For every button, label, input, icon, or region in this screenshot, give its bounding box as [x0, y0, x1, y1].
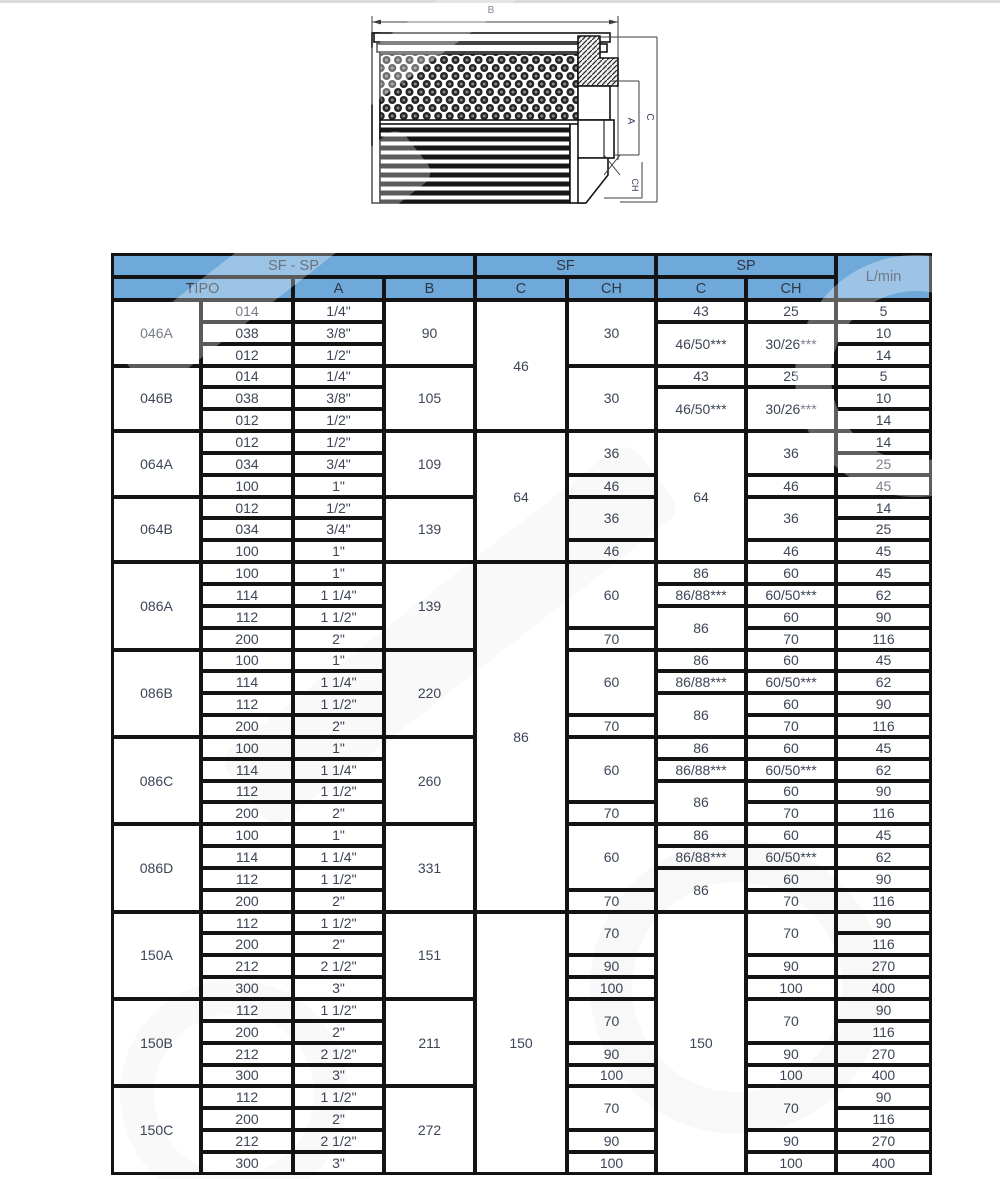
table-cell: 45 [836, 562, 931, 584]
table-cell: 90 [567, 955, 656, 977]
table-cell: 1" [293, 540, 384, 562]
table-cell: 90 [836, 1086, 931, 1108]
table-cell: 70 [567, 802, 656, 824]
table-cell: 112 [201, 606, 293, 628]
table-cell: 3/8" [293, 322, 384, 344]
table-cell: 038 [201, 387, 293, 409]
table-cell: 1 1/2" [293, 781, 384, 803]
table-cell: 212 [201, 1130, 293, 1152]
table-cell: 300 [201, 1152, 293, 1174]
table-cell: 212 [201, 1043, 293, 1065]
table-cell: 2 1/2" [293, 1130, 384, 1152]
table-cell: 2" [293, 628, 384, 650]
header-cell: TIPO [112, 277, 293, 300]
table-cell: 45 [836, 824, 931, 846]
table-row [112, 431, 931, 453]
table-cell: 100 [201, 562, 293, 584]
dim-label-c: C [644, 113, 655, 121]
table-cell: 90 [836, 606, 931, 628]
table-cell: 086B [112, 650, 201, 737]
table-row [112, 562, 931, 584]
table-cell: 86 [656, 737, 746, 759]
table-cell: 139 [384, 562, 475, 649]
table-cell: 114 [201, 671, 293, 693]
table-cell: 70 [746, 715, 836, 737]
header-cell: L/min [836, 254, 931, 300]
table-cell: 100 [201, 650, 293, 672]
table-cell: 86 [656, 781, 746, 825]
table-cell: 90 [746, 955, 836, 977]
table-cell: 116 [836, 1108, 931, 1130]
table-cell: 90 [836, 781, 931, 803]
table-cell: 64 [656, 431, 746, 562]
table-cell: 300 [201, 1065, 293, 1087]
table-row [112, 912, 931, 934]
table-cell: 1 1/2" [293, 868, 384, 890]
table-cell: 1 1/2" [293, 693, 384, 715]
table-cell: 109 [384, 431, 475, 497]
table-cell: 112 [201, 999, 293, 1021]
header-cell: CH [567, 277, 656, 300]
table-cell: 116 [836, 802, 931, 824]
table-cell: 1 1/4" [293, 671, 384, 693]
table-cell: 43 [656, 366, 746, 388]
table-cell: 100 [201, 737, 293, 759]
table-cell: 200 [201, 802, 293, 824]
table-cell: 012 [201, 409, 293, 431]
table-cell: 1/2" [293, 409, 384, 431]
table-cell: 86 [656, 868, 746, 912]
table-cell: 2 1/2" [293, 955, 384, 977]
table-cell: 151 [384, 912, 475, 999]
table-cell: 105 [384, 366, 475, 432]
table-cell: 5 [836, 366, 931, 388]
table-cell: 1 1/4" [293, 759, 384, 781]
table-cell: 90 [567, 1043, 656, 1065]
table-cell: 14 [836, 431, 931, 453]
table-cell: 70 [567, 628, 656, 650]
table-cell: 211 [384, 999, 475, 1086]
table-cell: 200 [201, 933, 293, 955]
table-cell: 90 [836, 999, 931, 1021]
table-cell: 2" [293, 933, 384, 955]
table-cell: 2" [293, 1108, 384, 1130]
table-cell: 212 [201, 955, 293, 977]
table-cell: 3/8" [293, 387, 384, 409]
table-cell: 45 [836, 475, 931, 497]
table-cell: 046A [112, 300, 201, 366]
table-cell: 70 [567, 715, 656, 737]
table-cell: 150 [656, 912, 746, 1174]
table-cell: 30/26*** [746, 387, 836, 431]
table-cell: 2" [293, 802, 384, 824]
table-cell: 43 [656, 300, 746, 322]
header-cell: C [656, 277, 746, 300]
table-cell: 086C [112, 737, 201, 824]
table-cell: 60 [746, 562, 836, 584]
table-cell: 30 [567, 366, 656, 432]
table-cell: 150B [112, 999, 201, 1086]
table-cell: 100 [201, 475, 293, 497]
table-cell: 200 [201, 628, 293, 650]
table-cell: 100 [567, 1152, 656, 1174]
table-cell: 1/2" [293, 497, 384, 519]
table-cell: 60 [746, 606, 836, 628]
table-cell: 220 [384, 650, 475, 737]
table-cell: 25 [836, 453, 931, 475]
header-cell: C [475, 277, 567, 300]
table-cell: 62 [836, 584, 931, 606]
table-cell: 10 [836, 322, 931, 344]
table-cell: 112 [201, 781, 293, 803]
table-cell: 150A [112, 912, 201, 999]
table-cell: 46 [746, 475, 836, 497]
table-cell: 046B [112, 366, 201, 432]
table-cell: 200 [201, 1108, 293, 1130]
table-cell: 62 [836, 759, 931, 781]
table-cell: 3" [293, 977, 384, 999]
table-cell: 200 [201, 715, 293, 737]
table-cell: 116 [836, 628, 931, 650]
table-row [112, 300, 931, 322]
table-cell: 86 [656, 562, 746, 584]
table-cell: 60 [746, 737, 836, 759]
table-cell: 60 [746, 781, 836, 803]
table-cell: 90 [746, 1130, 836, 1152]
table-cell: 100 [746, 1065, 836, 1087]
table-cell: 70 [567, 1086, 656, 1130]
dim-label-ch: CH [630, 178, 640, 192]
filter-body [372, 33, 610, 203]
table-cell: 1" [293, 562, 384, 584]
table-cell: 034 [201, 518, 293, 540]
table-cell: 14 [836, 497, 931, 519]
table-cell: 100 [201, 540, 293, 562]
table-cell: 86 [656, 693, 746, 737]
table-cell: 1" [293, 824, 384, 846]
table-cell: 2" [293, 890, 384, 912]
table-cell: 30/26*** [746, 322, 836, 366]
table-cell: 14 [836, 409, 931, 431]
dim-label-b: B [487, 5, 495, 16]
table-cell: 60/50*** [746, 846, 836, 868]
table-cell: 60/50*** [746, 759, 836, 781]
table-cell: 1/2" [293, 344, 384, 366]
table-cell: 70 [746, 802, 836, 824]
table-cell: 300 [201, 977, 293, 999]
table-cell: 3/4" [293, 453, 384, 475]
table-cell: 45 [836, 540, 931, 562]
table-cell: 70 [746, 628, 836, 650]
dimension-ch [604, 155, 642, 198]
table-cell: 1 1/2" [293, 912, 384, 934]
table-cell: 1 1/2" [293, 1086, 384, 1108]
table-cell: 90 [836, 693, 931, 715]
table-cell: 1 1/2" [293, 999, 384, 1021]
table-cell: 70 [746, 1086, 836, 1130]
table-cell: 60 [567, 824, 656, 890]
table-cell: 1/4" [293, 366, 384, 388]
table-cell: 45 [836, 650, 931, 672]
dim-label-a: A [625, 117, 636, 125]
table-cell: 46 [567, 540, 656, 562]
table-cell: 1 1/2" [293, 606, 384, 628]
table-cell: 25 [836, 518, 931, 540]
table-cell: 270 [836, 1130, 931, 1152]
table-cell: 46/50*** [656, 387, 746, 431]
header-cell: SP [656, 254, 836, 277]
table-cell: 112 [201, 1086, 293, 1108]
table-cell: 70 [567, 912, 656, 956]
table-cell: 1/4" [293, 300, 384, 322]
table-cell: 064B [112, 497, 201, 563]
table-cell: 86/88*** [656, 846, 746, 868]
table-cell: 90 [836, 868, 931, 890]
table-cell: 86 [656, 650, 746, 672]
table-cell: 70 [746, 912, 836, 956]
table-cell: 46 [746, 540, 836, 562]
table-cell: 116 [836, 715, 931, 737]
table-cell: 14 [836, 344, 931, 366]
table-cell: 1" [293, 650, 384, 672]
table-cell: 1" [293, 475, 384, 497]
table-cell: 112 [201, 868, 293, 890]
table-cell: 1 1/4" [293, 584, 384, 606]
table-cell: 36 [746, 497, 836, 541]
table-cell: 2" [293, 1021, 384, 1043]
table-cell: 012 [201, 344, 293, 366]
table-cell: 90 [836, 912, 931, 934]
table-cell: 100 [746, 1152, 836, 1174]
header-cell: SF - SP [112, 254, 475, 277]
table-cell: 200 [201, 1021, 293, 1043]
table-cell: 114 [201, 846, 293, 868]
table-cell: 114 [201, 584, 293, 606]
table-cell: 272 [384, 1086, 475, 1173]
header-cell: B [384, 277, 475, 300]
spec-table-head [112, 254, 931, 300]
table-cell: 62 [836, 671, 931, 693]
table-cell: 270 [836, 1043, 931, 1065]
table-cell: 60 [746, 650, 836, 672]
table-cell: 10 [836, 387, 931, 409]
table-cell: 086A [112, 562, 201, 649]
table-cell: 70 [746, 999, 836, 1043]
table-cell: 100 [746, 977, 836, 999]
table-cell: 5 [836, 300, 931, 322]
table-cell: 62 [836, 846, 931, 868]
table-cell: 36 [567, 497, 656, 541]
table-cell: 60/50*** [746, 671, 836, 693]
table-cell: 400 [836, 1065, 931, 1087]
table-cell: 90 [746, 1043, 836, 1065]
table-cell: 64 [475, 431, 567, 562]
table-cell: 30 [567, 300, 656, 366]
table-cell: 90 [384, 300, 475, 366]
filter-connector [578, 36, 618, 203]
spec-table-body [112, 300, 931, 1174]
table-cell: 1/2" [293, 431, 384, 453]
table-cell: 36 [567, 431, 656, 475]
table-cell: 112 [201, 912, 293, 934]
table-cell: 064A [112, 431, 201, 497]
table-cell: 100 [201, 824, 293, 846]
table-cell: 86 [656, 606, 746, 650]
table-cell: 2 1/2" [293, 1043, 384, 1065]
table-cell: 012 [201, 431, 293, 453]
table-cell: 116 [836, 933, 931, 955]
table-cell: 46 [567, 475, 656, 497]
table-cell: 400 [836, 1152, 931, 1174]
table-cell: 70 [567, 999, 656, 1043]
table-cell: 60 [746, 824, 836, 846]
header-cell: SF [475, 254, 656, 277]
table-cell: 014 [201, 300, 293, 322]
table-cell: 100 [567, 1065, 656, 1087]
table-cell: 270 [836, 955, 931, 977]
table-cell: 116 [836, 1021, 931, 1043]
table-cell: 331 [384, 824, 475, 911]
table-cell: 200 [201, 890, 293, 912]
table-cell: 038 [201, 322, 293, 344]
table-cell: 60 [746, 693, 836, 715]
table-cell: 70 [567, 890, 656, 912]
table-cell: 150 [475, 912, 567, 1174]
table-cell: 60/50*** [746, 584, 836, 606]
table-cell: 86/88*** [656, 759, 746, 781]
table-cell: 112 [201, 693, 293, 715]
table-cell: 86/88*** [656, 584, 746, 606]
table-cell: 114 [201, 759, 293, 781]
table-cell: 150C [112, 1086, 201, 1173]
table-cell: 139 [384, 497, 475, 563]
table-cell: 1" [293, 737, 384, 759]
table-cell: 86/88*** [656, 671, 746, 693]
table-cell: 25 [746, 366, 836, 388]
table-cell: 45 [836, 737, 931, 759]
table-cell: 3" [293, 1152, 384, 1174]
header-cell: A [293, 277, 384, 300]
table-cell: 1 1/4" [293, 846, 384, 868]
table-cell: 46 [475, 300, 567, 431]
table-cell: 25 [746, 300, 836, 322]
table-cell: 86 [475, 562, 567, 912]
table-cell: 034 [201, 453, 293, 475]
table-cell: 46/50*** [656, 322, 746, 366]
filter-drawing [352, 0, 672, 228]
table-cell: 3/4" [293, 518, 384, 540]
table-cell: 60 [567, 737, 656, 803]
table-cell: 60 [567, 650, 656, 716]
table-cell: 3" [293, 1065, 384, 1087]
spec-table [111, 253, 932, 1175]
table-cell: 90 [567, 1130, 656, 1152]
table-cell: 60 [746, 868, 836, 890]
table-cell: 086D [112, 824, 201, 911]
table-cell: 400 [836, 977, 931, 999]
header-cell: CH [746, 277, 836, 300]
table-cell: 116 [836, 890, 931, 912]
table-cell: 36 [746, 431, 836, 475]
table-cell: 2" [293, 715, 384, 737]
table-cell: 100 [567, 977, 656, 999]
table-cell: 86 [656, 824, 746, 846]
table-cell: 012 [201, 497, 293, 519]
table-cell: 70 [746, 890, 836, 912]
table-cell: 014 [201, 366, 293, 388]
table-cell: 260 [384, 737, 475, 824]
table-cell: 60 [567, 562, 656, 628]
